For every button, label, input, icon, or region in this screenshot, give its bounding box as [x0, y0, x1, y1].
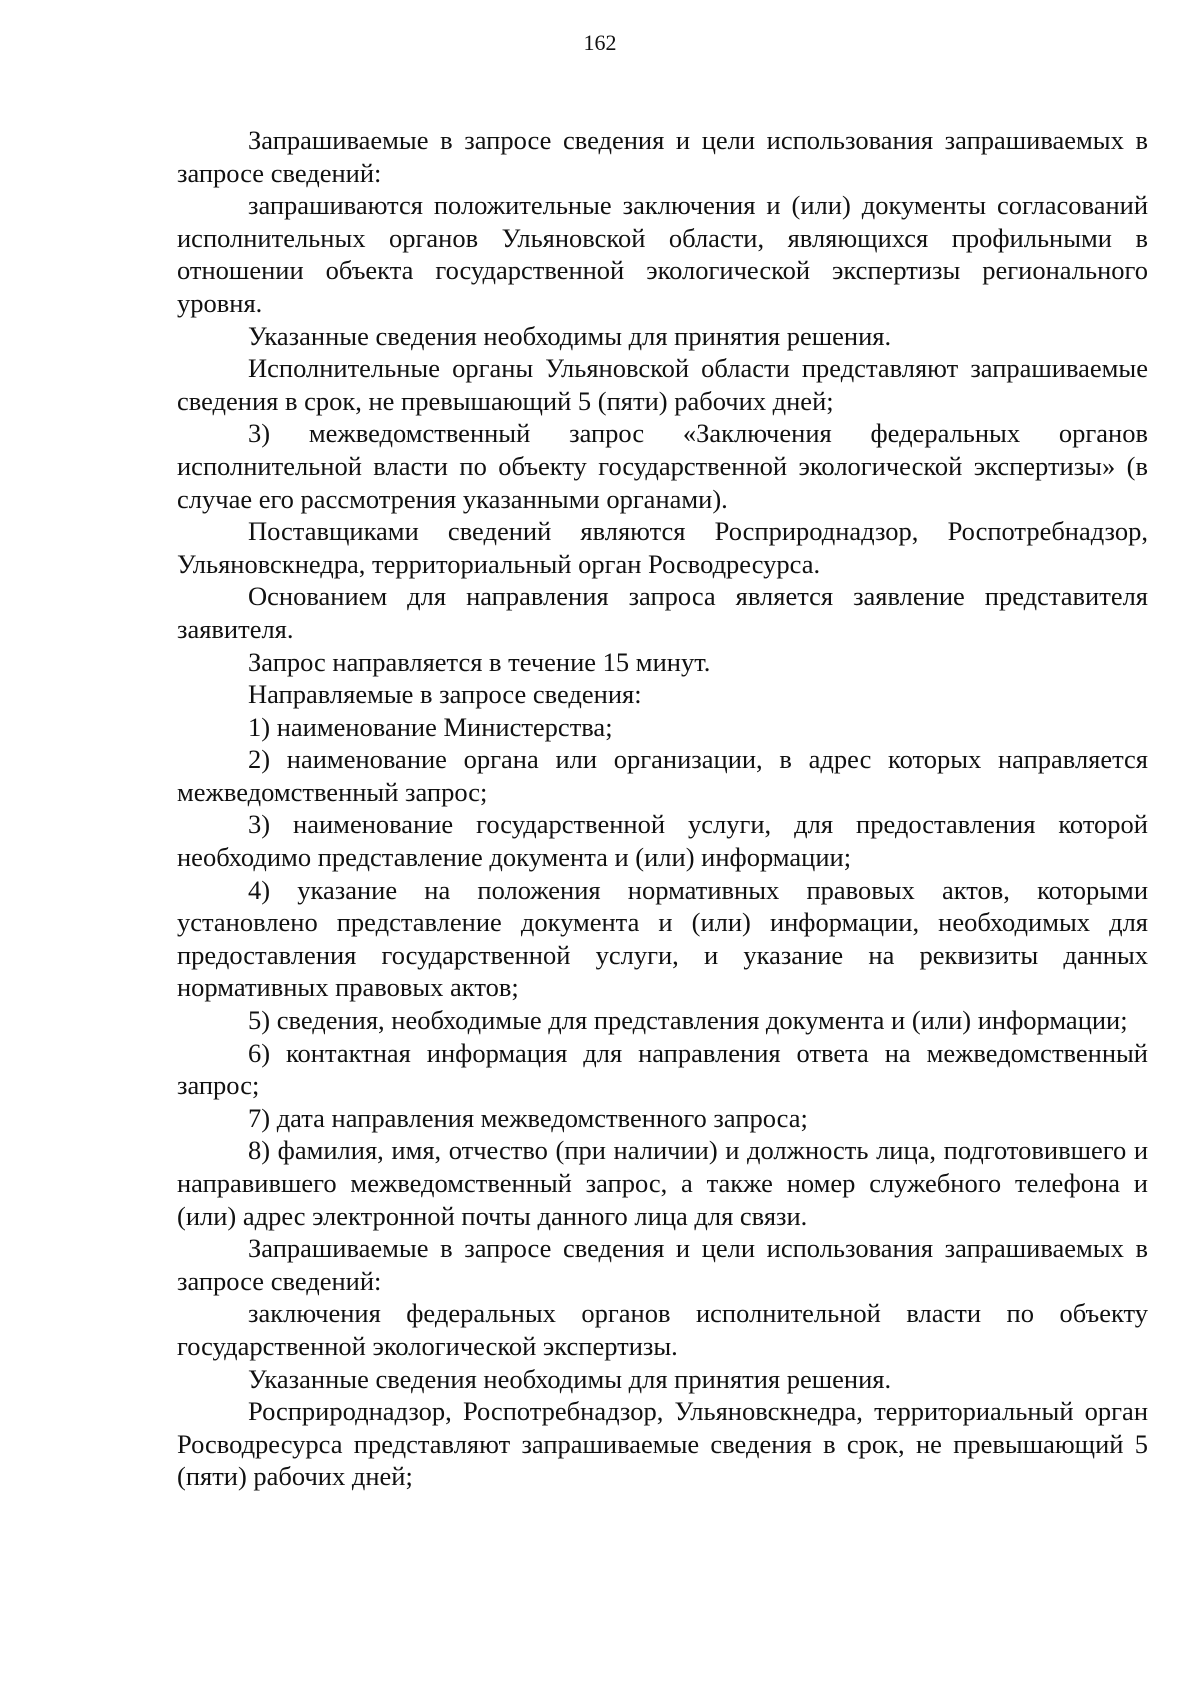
paragraph: Направляемые в запросе сведения:	[248, 679, 642, 710]
paragraph: Запрашиваемые в запросе сведения и цели использования запрашиваемых в запросе сведений:	[177, 125, 1148, 188]
list-item: 2) наименование органа или организации, в адрес которых направляется межведомственный запрос;	[177, 744, 1148, 807]
paragraph: запрашиваются положительные заключения и (или) документы согласований исполнительных органов Ульяновской области, являющихся профильными в отношении объекта государственной экологической экспертизы регионального уровня.	[177, 190, 1148, 318]
list-item: 5) сведения, необходимые для представления документа и (или) информации;	[248, 1005, 1128, 1036]
page-number: 162	[583, 30, 617, 55]
list-item: 1) наименование Министерства;	[248, 711, 613, 742]
list-item: 7) дата направления межведомственного запроса;	[248, 1102, 808, 1133]
paragraph: Указанные сведения необходимы для принятия решения.	[248, 320, 892, 351]
paragraph: Росприроднадзор, Роспотребнадзор, Ульяновскнедра, территориальный орган Росводресурса представляют запрашиваемые сведения в срок, не превышающий 5 (пяти) рабочих дней;	[177, 1396, 1148, 1492]
document-body	[177, 124, 1148, 1493]
paragraph: Запрос направляется в течение 15 минут.	[248, 646, 711, 677]
paragraph: Поставщиками сведений являются Росприроднадзор, Роспотребнадзор, Ульяновскнедра, территориальный орган Росводресурса.	[177, 516, 1148, 579]
paragraph: Указанные сведения необходимы для принятия решения.	[248, 1363, 892, 1394]
paragraph: 3) межведомственный запрос «Заключения федеральных органов исполнительной власти по объекту государственной экологической экспертизы» (в случае его рассмотрения указанными органами).	[177, 418, 1148, 514]
paragraph: Основанием для направления запроса является заявление представителя заявителя.	[177, 581, 1148, 644]
paragraph: Запрашиваемые в запросе сведения и цели использования запрашиваемых в запросе сведений:	[177, 1233, 1148, 1296]
paragraph: Исполнительные органы Ульяновской области представляют запрашиваемые сведения в срок, не превышающий 5 (пяти) рабочих дней;	[177, 353, 1148, 416]
list-item: 8) фамилия, имя, отчество (при наличии) и должность лица, подготовившего и направившего межведомственный запрос, а также номер служебного телефона и (или) адрес электронной почты данного лица для связи.	[177, 1135, 1148, 1231]
paragraph: заключения федеральных органов исполнительной власти по объекту государственной экологической экспертизы.	[177, 1298, 1148, 1361]
list-item: 6) контактная информация для направления ответа на межведомственный запрос;	[177, 1037, 1148, 1101]
list-item: 3) наименование государственной услуги, для предоставления которой необходимо представление документа и (или) информации;	[177, 809, 1148, 873]
list-item: 4) указание на положения нормативных правовых актов, которыми установлено представление документа и (или) информации, необходимых для предоставления государственной услуги, и указание на реквизиты данных нормативных правовых актов;	[177, 874, 1148, 1003]
